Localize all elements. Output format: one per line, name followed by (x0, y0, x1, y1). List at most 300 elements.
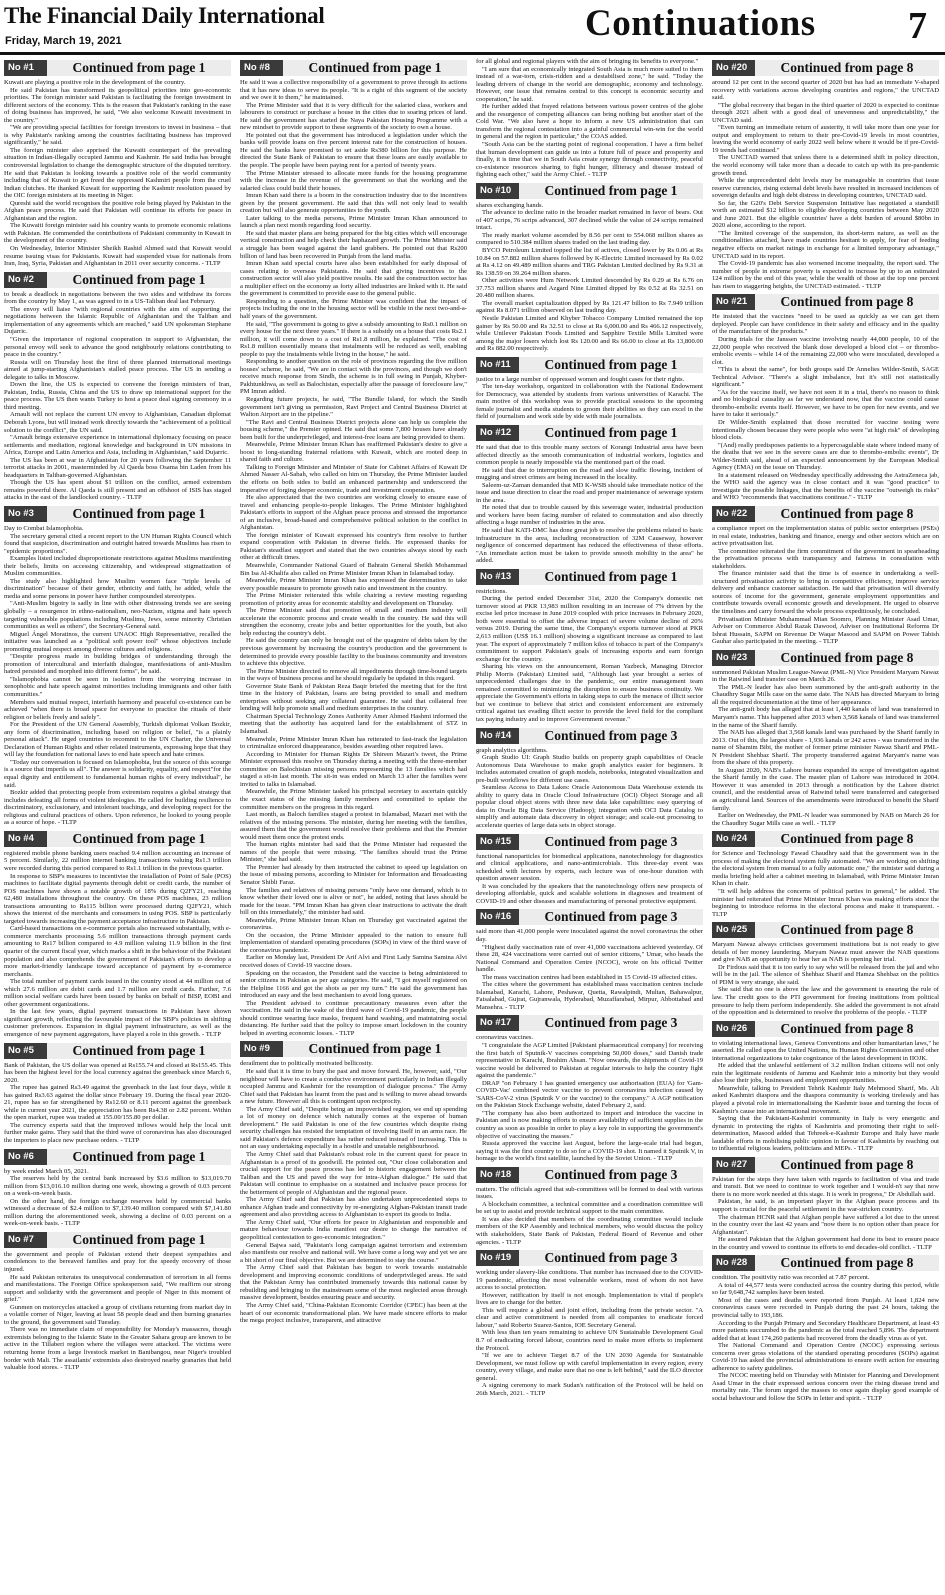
article-paragraph: The Prime Minister directed to remove all impediments through time-bound targets in the ways of business process and he should regularly be updated in this regard. (240, 667, 467, 683)
article-paragraph: Speaking on the occasion, the President said the vaccine is being administered to senior citizens in Pakistan as per age categories. He said, "I got myself registered on the Helpline 1166 and got the shots as per my turn." He said the government has introduced an easy and the best mechanism to avoid long queues. (240, 969, 467, 1000)
article-body (4, 850, 231, 1039)
article-paragraph: Governor State Bank of Pakistan Reza Baqir briefed the meeting that for the first time in the history of Pakistan, loans are being provided to small and medium enterprises without seeking any collateral guarantee. He said that collateral free lending will help promote small and medium enterprises in the country. (240, 682, 467, 713)
continued-from-heading: Continued from page 1 (519, 569, 703, 585)
article-paragraph: He further added that frayed relations between various power centres of the globe and the resurgence of competing alliances can bring nothing but another start of the Cold War. "We also have a hope to inform a new US administration that can transform the regional contestation into a gainful commercial win-win for the world in general and the region in particular," the COAS added. (476, 103, 703, 141)
article-paragraph: The Army Chief said that Pakistan has begun to work towards sustainable development and improving economic conditions of underprivileged areas. He said that the Pakistan Army has contributed immensely towards this national cause by rebuilding and bringing to the mainstream some of the most neglected areas through massive development, besides ensuring peace and security. (240, 1264, 467, 1302)
article-paragraph: He said that due to interruption on the road and slow traffic flowing, incident of mugging and street crimes are being increased in the locality. (476, 466, 703, 482)
article-paragraph: Privatisation Minister Muhammad Mian Soomro, Planning Minister Asad Umar, Adviser on Commerce Abdul Razak Dawood, Adviser on Institutional Reforms Dr Ishrat Hussain, SAPM on Revenue Dr Waqar Masood and SAPM on Power Tabish Gauhar also participated in the meeting. - TLTP (712, 615, 939, 646)
article-paragraph: matters. The officials agreed that sub-committees will be formed to deal with various issues. (476, 1185, 703, 1201)
article-paragraph: He insisted that the vaccines "need to be used as quickly as we can get them deployed. People can have confidence in their safety and efficacy and in the quality of the manufacture of the products." (712, 313, 939, 336)
continued-from-heading: Continued from page 8 (755, 650, 939, 666)
article-paragraph: Bozkir added that protecting people from extremism requires a global strategy that includes defeating all forms of violent ideologies. He called for building resilience to discriminatory, exclusionary, and intolerant teachings, and developing respect for the religious and cultural practices of others. Upon reference, he looked to young people as a source of hope. - TLTP (4, 789, 231, 827)
article-paragraph: Meanwhile, Prime Minister Imran Khan has reaffirmed Pakistan's desire to give a boost to long-standing fraternal relations with Kuwait, which are rooted deep in shared faith and culture. (240, 441, 467, 464)
article-number-label: No #17 (476, 1015, 519, 1031)
article-paragraph: Regarding future projects, he said, "The Bundle Island, for which the Sindh government isn't giving us permission, Ravi Project and Central Business District at Walton Airport are in the pipeline." (240, 395, 467, 419)
article-header (712, 294, 939, 310)
article-paragraph: The committee reiterated the firm commitment of the government in spearheading the privatisation process with transparency and fairness in consultation with stakeholders. (712, 547, 939, 570)
article-number-label: No #3 (4, 506, 47, 522)
continued-article (712, 831, 939, 918)
article-paragraph: The currency experts said that the improved inflows would help the local unit further make gains. They said that the third wave of coronavirus has also discouraged the importers to place new purchase orders. - TLTP (4, 1121, 231, 1144)
article-body (476, 1186, 703, 1246)
article-paragraph: to break a deadlock in negotiations between the two sides and withdraw its forces from the country by May 1, as was agreed to in a US-Taliban deal last February. (4, 290, 231, 306)
article-paragraph: Saleem-uz-Zaman demanded that MD K-WSB should take immediate notice of the issue and issue direction to clear the road and proper maintenance of sewerage system in the area. (476, 481, 703, 504)
article-paragraph: Graph Studio UI: Graph Studio builds on property graph capabilities of Oracle Autonomous Data Warehouse to make graph analytics easier for beginners. It includes automated creation of graph models, notebooks, integrated visualization and pre-built workflows for different use cases. (476, 754, 703, 784)
article-paragraph: "Despite progress made in building bridges of understanding through the promotion of intercultural and interfaith dialogue, manifestations of anti-Muslim hatred persisted and morphed into different forms", he said. (4, 653, 231, 676)
article-paragraph: Bank of Pakistan, the US dollar was opened at Rs155.74 and closed at Rs155.45. This has been the highest level for the local currency against the greenback since March 6, 2020. (4, 1061, 231, 1084)
article-paragraph: Dr Firdous said that it is too early to say who will be released from the jail and who will be in the jail. The silence of Shehbaz Sharif and Hamza Shehbaz on the politics of PDM is very strange, she said. (712, 963, 939, 986)
article-number-label: No #9 (240, 1041, 283, 1057)
article-paragraph: Seamless Access to Data Lakes: Oracle Autonomous Data Warehouse extends its ability to query data in Oracle Cloud Infrastructure (OCI) Object Storage and all popular cloud object stores with three new data lake capabilities: easy querying of data in Oracle Big Data Service (Hadoop); integration with OCI Data Catalog to simplify and automate data discovery in object storage; and scale-out processing to accelerate queries of large data sets in object storage. (476, 784, 703, 830)
article-paragraph: He said that KATI-DMC has done great job to resolve the problems related to basic infrastructure in the area, including reconstruction of 32M Causeway, however negligence of concerned department has reduced the effectiveness of these efforts. "An immediate action must be taken to provide smooth mobility in the area" he added. (476, 526, 703, 565)
article-header (476, 909, 703, 925)
article-paragraph: He said Pakistan has transformed its geopolitical priorities into geo-economic priorities. The foreign minister said Pakistan is facilitating the foreign investment in different sectors of the economy. This is the reason that Pakistan's ranking in the ease of doing business has improved, he said, "We also welcome Kuwaiti investment in the country." (4, 86, 231, 124)
article-paragraph: "Anti-Muslim bigotry is sadly in line with other distressing trends we are seeing globally – a resurgence in ethno-nationalism, neo-Nazism, stigma and hate speech targeting vulnerable populations including Muslims, Jews, some minority Christian communities as well as others", the Secretary-General said. (4, 600, 231, 631)
article-header (4, 1149, 231, 1165)
article-paragraph: Meanwhile, Commander National Guard of Bahrain General Sheikh Mohammad Bin Isa Al-Khalifa also called on Prime Minister Imran Khan in Islamabad today. (240, 562, 467, 577)
continued-from-heading: Continued from page 8 (755, 1255, 939, 1271)
article-paragraph: The NAB has alleged that 3,568 kanals land was purchased by the Sharif family in 2013. Out of this, the largest share - 1,936 kanals or 242 acres - was transferred in the name of Shamim Bibi, the mother of former prime minister Nawaz Sharif and PML-N President Shehbaz Sharif. The property transferred against Maryam's name was from the share of this property. (712, 729, 939, 767)
article-body (240, 79, 467, 1037)
article-paragraph: Earlier on Wednesday, the PML-N leader was summoned by NAB on March 26 for the Chaudhry Sugar Mills case as well. - TLTP (712, 812, 939, 827)
article-paragraph: Most of the cases and deaths were reported from Punjab. At least 1,824 new coronavirus cases were recorded in Punjab during the past 24 hours, taking the provincial tally to 193,186. (712, 1296, 939, 1320)
continued-from-heading: Continued from page 1 (519, 357, 703, 373)
continued-from-heading: Continued from page 8 (755, 922, 939, 938)
article-number-label: No #6 (4, 1149, 47, 1165)
article-paragraph: restrictions. (476, 587, 507, 595)
continued-from-heading: Continued from page 1 (47, 1149, 231, 1165)
article-paragraph: The chairman HCNR said that Afghan people have suffered a lot due to the unrest in the country over the last 42 years and "now there is no option other than peace for Afghanistan". (712, 1213, 939, 1236)
article-paragraph: The National Command and Operation Centre (NCOC) expressing serious concerns over gross violations of the standard operating procedures (SOPs) against Covid-19 has asked the provincial administrations to ensure swift action for ensuring adherence to safety guidelines. (712, 1342, 939, 1372)
article-paragraph: He noted that due to trouble caused by this sewerage water, industrial production and workers have been facing number of related to commutation and also directly affecting a huge number of industries in the area. (476, 504, 703, 527)
article-number-label: No #18 (476, 1167, 519, 1183)
article-paragraph: He said, "The government is going to give a subsidy amounting to Rs0.1 million on every house for the next three years." If there is a subsidy on a house that costs Rs2.1 million, it will come down to a cost of Rs1.8 million, he explained. "The cost of Rs1.8 million essentially means that instalments will be reduced as well, enabling people to pay the instalments while living in the house," he said. (240, 320, 467, 358)
article-number-label: No #12 (476, 425, 519, 441)
article-paragraph: It was concluded by the speakers that the nanotechnology offers new prospects of developing affordable, quick and scalable solutions in diagnoses and treatment of COVID-19 and other diseases and manufacturing of personal protective equipment. (476, 882, 703, 905)
continued-from-heading: Continued from page 8 (755, 506, 939, 522)
continued-from-heading: Continued from page 3 (519, 1015, 703, 1031)
article-paragraph: "I am sure that an economically integrated South Asia is much more suited to them instead of a war-torn, crisis-ridden and a destabilised zone," he said. "Today the leading drivers of change in the world are demographic, economy and technology. However, one issue that remains central to this concept is economic security and cooperation," he said. (476, 65, 703, 103)
article-paragraph: Card-based transactions on e-commerce portals also increased substantially, with e-commerce merchants processing 5.6 million transactions through payment cards amounting to Rs17 billion compared to 4.9 million valuing 11.9 billion in the first quarter of the current fiscal year, which marks a shift in the behaviour of the Pakistani population and also comprehends the government of Pakistan's efforts to develop a more market-friendly landscape toward acceptance of payment by e-commerce merchants. (4, 925, 231, 978)
article-number-label: No #1 (4, 60, 47, 76)
continued-article (4, 1232, 231, 1372)
article-paragraph: Kuwait are playing a positive role in the development of the country. (4, 79, 186, 86)
article-header (712, 1021, 939, 1037)
continued-article (4, 272, 231, 502)
article-paragraph: Other activities were Hum Network Limited descended by Rs 0.29 at Rs 6.76 on 37.753 million shares and Azgard Nine Limited dipped by Rs 0.52 at Rs 32.51 on 20.480 million shares. (476, 277, 703, 300)
article-body (476, 58, 703, 179)
article-paragraph: Dr Wilder-Smith explained that those recruited for vaccine testing were intentionally chosen because they were people who were "at high risk" of developing blood clots. (712, 418, 939, 442)
article-number-label: No #24 (712, 831, 755, 847)
article-paragraph: Though the US has spent about $1 trillion on the conflict, armed extremism remains powerful there. Al Qaeda is still present and an offshoot of ISIS has staged attacks in the east of the landlocked country. - TLTP (4, 479, 231, 502)
article-paragraph: condition. The positivity ratio was recorded at 7.87 percent. (712, 1274, 870, 1282)
article-paragraph: Meanwhile, Prime Minister Imran Khan has expressed the determination to take every possible measure to promote growth ratio and investment in the country. (240, 577, 467, 592)
article-paragraph: Meanwhile, Prime Minister Imran Khan has reiterated to fast-track the legislation to criminalize enforced disappearance, besides awarding other required laws. (240, 735, 467, 751)
continued-article (476, 909, 703, 1011)
article-paragraph: This will require a global and joint effort, including from the private sector. "A clear and active commitment is needed from all companies to eradicate forced labour," said Roberto Suarez-Santos, IOE Secretary General. (476, 1306, 703, 1329)
article-paragraph: Chairman Special Technology Zones Authority Amer Ahmed Hashmi informed the meeting that the authority has acquired land for the establishment of STZ in Islamabad. (240, 712, 467, 736)
article-paragraph: "The global recovery that began in the third quarter of 2020 is expected to continue through 2021 albeit with a good deal of unevenness and unpredictability," the UNCTAD said. (712, 101, 939, 124)
article-header (712, 1255, 939, 1271)
article-body (712, 669, 939, 827)
continued-from-heading: Continued from page 3 (519, 1167, 703, 1183)
article-paragraph: In response to SBP's measures to incentivise the installation of Point of Sale (POS) machines to facilitate digital payments through debit or credit cards, the number of POS machines have shown a notable growth of 18% during Q2FY21, reaching 62,480 installations throughout the country. On these POS machines, 23 million transactions amounting to Rs115 billion were processed during Q2FY21, which shows the interest of the merchants and consumers in using POS. SBP is particularly targeted towards increasing the payment acceptance infrastructure in Pakistan. (4, 872, 231, 925)
article-body (4, 525, 231, 827)
article-body (4, 1062, 231, 1145)
article-paragraph: He said that it is time to bury the past and move forward. He, however, said, "Our neighbour will have to create a conducive environment particularly in Indian illegally occupied Jammu and Kashmir for the resumption of dialogue process." The Army Chief said that Pakistan has learnt from the past and is willing to move ahead towards a new future. However all this is contingent upon reciprocity. (240, 1068, 467, 1106)
article-paragraph: The rupee has gained Rs3.49 against the greenback in the last four days, while it has gained Rs3.63 against the dollar since February 19. During the fiscal year 2020-21, rupee has so far strengthened by Rs12.60 or 8.11 percent against the greenback while in current year 2021, the appreciation has been Rs4.38 or 2.82 percent. Within the open market, rupee was traded at 155.00/155.80 per dollar. (4, 1084, 231, 1122)
article-paragraph: He assured Pakistan that the Afghan government had done its best to ensure peace in the country and vowed to continue its efforts to end decades-old conflict. - TLTP (712, 1236, 939, 1251)
article-body (4, 79, 231, 268)
article-body (712, 850, 939, 918)
article-paragraph: He said the country can only be brought out of the quagmire of debts taken by the previous government by increasing the country's production and the government is determined to provide every possible facility to the business community and investors to achieve this objective. (240, 637, 467, 668)
article-paragraph: While the unprecedented debt levels may be manageable in countries that issue reserve currencies, rising external debt levels have resulted in increased incidences of sovereign defaults and high debt distress in developing countries, UNCTAD said. (712, 177, 939, 200)
article-header (476, 1167, 703, 1183)
article-body (712, 941, 939, 1016)
article-paragraph: It was also decided that members of the coordinating committee would include members of the KP Assembly and technical members, who would discuss the policy with stakeholders, State Bank of Pakistan, Federal Board of Revenue and other agencies. - TLTP (476, 1215, 703, 1246)
continued-from-heading: Continued from page 1 (519, 425, 703, 441)
continued-article (4, 1043, 231, 1145)
article-paragraph: He pointed out that the government has introduced a legislation under which the banks will provide loans on five percent interest rate for the construction of houses. He said the banks have promised to set aside Rs380 billion for this purpose. He directed the State Bank of Pakistan to ensure that these loans are easily available to the people. The people have been paying rent for a period of twenty years. (240, 131, 467, 170)
article-body (712, 1274, 939, 1402)
article-paragraph: Russia approved the vaccine last August, before the large-scale trial had begun, saying it was the first country to do so for a COVID-19 shot. It named it Sputnik V, in homage to the world's first satellite, launched by the Soviet Union. - TLTP (476, 1140, 703, 1163)
article-paragraph: There was no immediate claim of responsibility for Monday's massacres, though extremists belonging to the Islamic State in the Greater Sahara group are known to be active in the Tillaberi region where the villages were attacked. The victims were returning home from a large livestock market in Banibangou, near Niger's troubled border with Mali. The assailants' extremists also destroyed nearby granaries that held valuable food stores. - TLTP (4, 1326, 231, 1372)
continued-article (712, 294, 939, 502)
continued-from-heading: Continued from page 8 (755, 1157, 939, 1173)
article-paragraph: The anti-graft body has alleged that at least 1,440 kanals of land was transferred in Maryam's name. This happened after 2013 when 3,568 kanals of land was transferred in the name of the Sharif family. (712, 706, 939, 729)
continued-from-heading: Continued from page 3 (519, 728, 703, 744)
continued-article (712, 922, 939, 1016)
continued-article (476, 834, 703, 906)
article-paragraph: "Islamophobia cannot be seen in isolation from the worrying increase in xenophobic and hate speech against minorities including immigrants and other faith communities." (4, 675, 231, 699)
continued-from-heading: Continued from page 3 (519, 834, 703, 850)
article-paragraph: "Highest daily vaccination rate of over 41,000 vaccinations achieved yesterday. Of these 28, 424 vaccinations were carried out of senior citizens," Umar, who heads the National Command and Operation Centre (NCOC), wrote on his official Twitter handle. (476, 943, 703, 974)
continued-from-heading: Continued from page 8 (755, 294, 939, 310)
article-paragraph: The Kuwaiti foreign minister said his country wants to promote economic relations with Pakistan. He commended the contributions of Pakistani community in Kuwait in the development of the country. (4, 222, 231, 245)
continued-from-heading: Continued from page 8 (755, 831, 939, 847)
continued-from-heading: Continued from page 1 (47, 1043, 231, 1059)
article-body (476, 376, 703, 421)
continued-article (476, 728, 703, 830)
article-paragraph: The total number of payment cards issued in the country stood at 44 million out of which 27.6 million are debit cards and 1.7 million are credit cards. Further, 7.6 million social welfare cards have been issued by banks on behalf of BISP, EOBI and other government organizations. (4, 978, 231, 1008)
article-paragraph: He added that the unlawful settlement of 3.2 million Indian citizens will not only ruin the legitimate residents of Jammu and Kashmir into a minority but they would also lose their jobs, businesses and employment opportunities. (712, 1062, 939, 1085)
continued-article (712, 650, 939, 827)
article-body (712, 1040, 939, 1153)
article-paragraph: "Even turning an immediate return of austerity, it will take more than one year for output and employment to return to their pre-Covid-19 levels in most countries, leaving the world economy of early 2022 well below where it would be if pre-Covid-19 trends had continued." (712, 124, 939, 154)
article-number-label: No #28 (712, 1255, 755, 1271)
article-paragraph: In the last few years, digital payment transactions in Pakistan have shown significant growth, reflecting the favourable impact of the SBP's policies in shifting customer preferences. Expansion in digital payment infrastructure, as well as the emergence of new payment aggregators, have played a role in this growth. - TLTP (4, 1008, 231, 1038)
article-paragraph: coronavirus vaccines. (476, 1034, 534, 1042)
article-number-label: No #14 (476, 728, 519, 744)
continued-from-heading: Continued from page 8 (755, 60, 939, 76)
article-paragraph: He said Pakistan reiterates its unequivocal condemnation of terrorism in all forms and manifestations. The Foreign Office spokesperson said, "We reaffirm our strong support and solidarity with the government and people of Niger in this moment of grief." (4, 1273, 231, 1304)
continued-article (476, 58, 703, 179)
article-paragraph: registered mobile phone banking users reached 9.4 million accounting an increase of 5 percent. Similarly, 22 million internet banking transactions valuing Rs1.3 trillion were recorded during this period compared to Rs1.1 trillion in the previous quarter. (4, 849, 231, 872)
article-paragraph: around 12 per cent in the second quarter of 2020 but has had an immediate V-shaped recovery with variations across developing countries and regions," the UNCTAD said. (712, 79, 939, 102)
article-paragraph: The foreign minister also apprised the Kuwaiti counterpart of the prevailing situation in Indian-illegally occupied Jammu and Kashmir. He said India has brought controversial legislation to change the demographic structure of the disputed territory. He said that Pakistan is looking towards a positive role of the world community including that of Kuwait to get freed the oppressed Kashmiri people from the cruel Indian clutches. He thanked Kuwait for supporting the Kashmir resolution passed by the OIC foreign ministers at its meeting in Niger. (4, 146, 231, 200)
article-paragraph: to violating international laws, Geneva Conventions and other humanitarian laws," he asserted. He called upon the United Nations, its Human Rights Commission and other international organizations to take cognizance of the latest development in IIOJK. (712, 1039, 939, 1062)
article-paragraph: The overall market capitalization dipped by Rs 121.47 billion to Rs 7.949 trillion against Rs 8.071 trillion observed on last trading day. (476, 299, 703, 315)
article-paragraph: "South Asia can be the starting point of regional cooperation. I have a firm belief that human development can guide us into a future full of peace and prosperity and finally, it is time that we in South Asia create synergy through connectivity, peaceful co-existence resources sharing to fight hunger, illiteracy and disease instead of fighting each other," said the Army Chief. - TLTP (476, 141, 703, 179)
continued-article (4, 506, 231, 827)
article-number-label: No #23 (712, 650, 755, 666)
article-paragraph: "I congratulate the AGP Limited [Pakistani pharmaceutical company] for receiving the first batch of Sputnik-V vaccines comprising 50,000 doses," said Danish trade representative in Karachi, Ibrahim Ahsan. "Now onwards, the shipments of Covid-19 vaccine would be delivered to Pakistan at regular intervals to help the country fight against the pandemic." (476, 1041, 703, 1080)
article-paragraph: Arnault will not replace the current UN envoy to Afghanistan, Canadian diplomat Deborah Lyons, but will instead work directly towards the "achievement of a political solution to the conflict", the UN said. (4, 411, 231, 434)
article-paragraph: During the period ended December 31st, 2020 the Company's domestic net turnover stood at PKR 13,983 million resulting in an increase of 7% driven by the excise led price increase in June 2019 coupled with price increases in February 2020, both were essential to offset the adverse impact of severe volume decline of 20% versus 2019. During the same time, the Company's exports turnover stood at PKR 2,613 million (US$ 16.1 million) showing a significant increase as compared to last year. The export of approximately 7 million kilos of tobacco is part of the Company's commitment to support Pakistan's goals of increasing exports and earn foreign exchange for the country. (476, 595, 703, 663)
article-body (476, 202, 703, 353)
article-paragraph: The President advised to continue precautionary measures even after the vaccination. He said in the wake of the third wave of Covid-19 pandemic, the people should continue wearing face masks, frequent hand washing, and maintaining social distancing. He further said that the policy to impose smart lockdown in the country helped in averting economic losses. - TLTP (240, 999, 467, 1037)
article-paragraph: the government and people of Pakistan extend their deepest sympathies and condolences to the bereaved families and pray for the speedy recovery of those injured. (4, 1250, 231, 1274)
article-body (712, 525, 939, 646)
article-paragraph: Last month, as Baloch families staged a protest in Islamabad, Mazari met with the relatives of the missing persons. The minister, during her meeting with the families, assured them that the government would resolve their problems and that the Premier would meet them once the protest ends. (240, 811, 467, 841)
article-paragraph: On the other hand, the foreign exchange reserves held by commercial banks witnessed a decrease of $2.4 million to $7,139.40 million compared with $7,141.80 million during the aforementioned week, showing a decline of 0.03 percent on a week-on-week basis. - TLTP (4, 1197, 231, 1228)
continued-from-heading: Continued from page 1 (283, 1041, 467, 1057)
article-paragraph: With less than ten years remaining to achieve UN Sustainable Development Goal 8.7 of eradicating forced labour, countries need to make more efforts to implement the Protocol. (476, 1329, 703, 1352)
article-paragraph: In a statement released on Wednesday specifically addressing the AstraZeneca jab, the WHO said the agency was in close contact and it was "good practice" to investigate the possible linkages, that the benefits of the vaccine "outweigh its risks" and WHO "recommends that vaccinations continue." - TLTP (712, 471, 939, 502)
continued-article (712, 506, 939, 646)
continued-article (476, 569, 703, 724)
continued-article (240, 1041, 467, 1324)
article-paragraph: He said it was a collective responsibility of a government to prove through its actions that it has new ideas to serve its people. "It is a right of this segment of the society and we owe it to them," he maintained. (240, 79, 467, 102)
article-paragraph: The Prime Minister reiterated this while chairing a review meeting regarding promotion of priority areas for economic stability and development on Thursday. (240, 592, 467, 607)
article-paragraph: So far, the G20's Debt Service Suspension Initiative has negotiated a standstill worth an estimated $12 billion to eligible developing countries between May 2020 and June 2021. But the eligible countries' have a debt burden of around $80bn in 2020 alone, according to the report. (712, 199, 939, 230)
article-paragraph: Meanwhile, talking to President Tehrik Kashmir Italy Mehmood Sharif, Ms. Ali asked Kashmiri diaspora and the diaspora community is working tirelessly and has played a pivotal role in internationalising the Kashmir issue and turning the focus of Kashmir's cause into an international movement. (712, 1084, 939, 1115)
article-paragraph: Gunmen on motorcycles attacked a group of civilians returning from market day in a volatile corner of Niger, leaving at least 58 people dead and then burning granaries to the ground, the government said Tuesday. (4, 1303, 231, 1326)
article-body (4, 1168, 231, 1228)
article-header (476, 1250, 703, 1266)
article-paragraph: The NCOC meeting held on Thursday with Minister for Planning and Development Asad Umar in the chair expressed serious concern over the rising disease trend and mortality rate. The forum urged the masses to once again display good example of social behaviour and follow the SOPs in letter and spirit. - TLTP (712, 1372, 939, 1403)
article-paragraph: On the occasion, the Prime Minister appealed to the nation to ensure full implementation of standard operating procedures (SOPs) in view of the third wave of the coronavirus pandemic. (240, 931, 467, 954)
article-paragraph: A blockchain committee, a technical committee and a coordination committee will be set up to assist and provide technical support to the main committee. (476, 1200, 703, 1216)
article-paragraph: "The Ravi and Central Business District projects alone can help us complete the housing scheme," the Premier opined. He said that some 7,800 houses have already been built for the underprivileged, and interest-free loans are being provided to them. (240, 418, 467, 441)
continued-article (712, 1255, 939, 1402)
article-body (476, 928, 703, 1011)
newspaper-name: The Financial Daily International (4, 3, 325, 28)
article-paragraph: General Bajwa said, "Pakistan's long campaign against terrorism and extremism also manifests our resolve and national will. We have come a long way and yet we are a bit short of our final objective. But we are determined to stay the course." (240, 1241, 467, 1264)
article-paragraph: The families and relatives of missing persons "only have one demand, which is to know whether their loved one is alive or not", he added, noting that laws should be made for the issue. "PM Imran Khan has given clear instructions to activate the draft bill on this immediately," the minister had said. (240, 886, 467, 917)
article-paragraph: He also appreciated that the two countries are working closely to ensure ease of travel and enhancing people-to-people linkages. The Prime Minister highlighted Pakistan's efforts in support of the Afghan peace process and stressed the importance of an inclusive, broad-based and comprehensive political solution to the conflict in Afghanistan. (240, 494, 467, 532)
article-body (476, 1034, 703, 1162)
article-paragraph: Down the line, the US is expected to convene the foreign ministers of Iran, Pakistan, India, Russia, China and the US to draw up international support for the peace process. The US then wants Turkey to host a peace deal signing ceremony in a third meeting. (4, 381, 231, 411)
article-paragraph: Talking to Foreign Minister and Minister of State for Cabinet Affairs of Kuwait Dr Ahmed Nasser Al-Sabah, who called on him on Thursday, the Prime Minister lauded the efforts on both sides to build an enhanced partnership and underscored the imperative of forging deeper economic, trade and investment cooperation. (240, 463, 467, 494)
article-paragraph: functional nanoparticles for biomedical applications, nanotechnology for diagnostics and clinical applications, and nano-antimicrobials. This three-day event was scheduled with lectures by experts, each lecture was of one-hour duration with question answer session. (476, 852, 703, 883)
article-paragraph: Imran Khan said special courts have also been established for early disposal of cases relating to overseas Pakistanis. He said that giving incentives to the construction sector will also yield positive results. He said the construction sector has a multiplier effect on the economy as forty allied industries are linked with it. He said the government is committed to provide ease to the general public. (240, 260, 467, 298)
article-paragraph: by week ended March 05, 2021. (4, 1167, 89, 1175)
continued-article (4, 831, 231, 1039)
article-paragraph: said more than 41,000 people were inoculated against the novel coronavirus the other day. (476, 928, 703, 943)
article-header (712, 506, 939, 522)
article-body (476, 588, 703, 724)
article-paragraph: "(And) really predisposes patients to a hypercoagulable state where indeed many of the deaths that we see in the severe cases are due to thrombo-embolic events", Dr Wilder-Smith said, ahead of an expected announcement by the European Medical Agency (EMA) on the issue on Thursday. (712, 441, 939, 472)
article-paragraph: The UNCTAD warned that unless there is a determined shift in policy direction, the world economy will take more than a decade to catch up with its pre-pandemic growth trend. (712, 154, 939, 177)
article-paragraph: The human rights minister had said that the Prime Minister had requested the names of the people that were missing. "The families should trust the Prime Minister," she had said. (240, 841, 467, 864)
article-paragraph: The Army Chief said, "China-Pakistan Economic Corridor (CPEC) has been at the heart of our economic transformational plan. We have made sincere efforts to make the mega project inclusive, transparent, and attractive (240, 1301, 467, 1325)
article-paragraph: The ten-day workshop, organized in collaboration with the National Endowment for Democracy, was attended by students from various universities of Karachi. The main motive of this workshop was to provide practical sessions to the upcoming female journalist and media students to groom their abilities so they can excel in the field of journalism and work side by side with male journalists. (476, 383, 703, 421)
article-paragraph: "Given the importance of regional cooperation in support to Afghanistan, the personal envoy will seek to advance the good neighbourly relations contributing to peace in the country." (4, 335, 231, 359)
article-header (4, 1043, 231, 1059)
article-body (476, 747, 703, 830)
article-paragraph: The Premier had already by then instructed the cabinet to speed up legislation on the issue of missing persons, according to Minister for Information and Broadcasting Senator Shibli Faraz. (240, 863, 467, 886)
article-header (712, 922, 939, 938)
article-paragraph: In August 2020, NAB's Lahore bureau expanded its scope of investigation against the Sharif family in the case. The master plan of Lahore was introduced in 2004. However it was amended in 2013 through a notification by the Lahore district council, and the residential areas of Raiwind tehsil were transferred and categorised as agricultural land. Sources of the amendments were introduced to benefit the Sharif family. (712, 766, 939, 812)
column-2 (240, 58, 467, 1592)
continued-article (476, 183, 703, 353)
article-paragraph: On Wednesday, Interior Minister Sheikh Rashid Ahmed said that Kuwait would resume issuing visas for Pakistanis. Kuwait had suspended visas for nationals from Iran, Iraq, Syria, Pakistan and Afghanistan in 2011 over security concerns. - TLTP (4, 245, 231, 268)
article-paragraph: BYCO Petroleum Limited topped the list of actives, closed lower by Rs 0.06 at Rs 10.84 on 57.882 million shares followed by K-Electric Limited increased by Rs 0.02 at Rs 4.12 on 49.489 million shares and TRG Pakistan Limited declined by Rs 9.31 at Rs 138.59 on 39.264 million shares. (476, 247, 703, 277)
article-paragraph: The Prime Minister said that promotion of small and medium industry will accelerate the economic process and create wealth in the country. He said this will strengthen the economy, create jobs and better opportunities for the youth, but also help reducing the country's debt. (240, 607, 467, 637)
article-paragraph: A total of 44,577 tests were conducted across the country during this period, while so far 9,648,742 samples have been tested. (712, 1281, 939, 1297)
article-body (476, 444, 703, 565)
continued-article (476, 1250, 703, 1397)
continued-from-heading: Continued from page 1 (47, 506, 231, 522)
article-paragraph: Pakistan, he said, is an important player in the Afghan peace process and its support is crucial for the peaceful settlement in the war-stricken country. (712, 1198, 939, 1213)
article-body (476, 853, 703, 906)
column-1 (4, 58, 231, 1592)
continued-article (712, 60, 939, 290)
continued-article (4, 60, 231, 268)
continued-article (476, 1167, 703, 1246)
article-paragraph: Meanwhile, the Prime Minister tasked his principal secretary to ascertain quickly the exact status of the missing family members and committed to update the committee members on the progress in this regard. (240, 788, 467, 811)
article-number-label: No #13 (476, 569, 519, 585)
article-paragraph: A signing ceremony to mark Sudan's ratification of the Protocol will be held on 26th March, 2021. - TLTP (476, 1382, 703, 1397)
article-number-label: No #7 (4, 1232, 47, 1248)
article-body (712, 313, 939, 502)
article-paragraph: "Arnault brings extensive experience in international diplomacy focusing on peace settlements and mediation, regional knowledge and background in UN missions in Africa, Europe and Latin America and Asia, including in Afghanistan," said Dujarric. (4, 434, 231, 457)
article-body (240, 1060, 467, 1324)
article-body (4, 1251, 231, 1372)
article-number-label: No #10 (476, 183, 519, 199)
article-paragraph: "If we are to achieve Target 8.7 of the UN 2030 Agenda for Sustainable Development, we must follow up with careful implementation in every region, every country, every village, and make sure that no one is left behind," said the ILO director general. (476, 1352, 703, 1382)
article-paragraph: The US has been at war in Afghanistan for 20 years following the September 11 terrorist attacks in 2001, masterminded by Al Qaeda boss Osama bin Laden from his headquarters in Taliban-governed Afghanistan. (4, 456, 231, 479)
article-body (712, 1176, 939, 1251)
article-paragraph: shares exchanging hands. (476, 201, 544, 209)
continued-from-heading: Continued from page 1 (47, 60, 231, 76)
article-paragraph: Sharing his views on the announcement, Roman Yazbeck, Managing Director Philip Morris (Pakistan) Limited said, "Although last year brought a series of unprecedented challenges due to the pandemic, our entire management team remained committed to minimizing the disruption to ensure business continuity. We appreciate the Government's efforts in taking steps to curb the menace of illicit sector but we continue to believe that strict and consistent enforcement are extremely critical against tax evading illicit sector to provide the level field for the compliant tax paying industry and to improve Government revenue." (476, 663, 703, 724)
article-number-label: No #21 (712, 294, 755, 310)
article-number-label: No #26 (712, 1021, 755, 1037)
article-paragraph: The Prime Minister said that it is very difficult for the salaried class, workers and labourers to construct or purchase a house in the cities due to soaring prices of land. He said the government has started the Naya Pakistan Housing Programme with a new mindset to provide support to these segments of the society to own a house. (240, 101, 467, 132)
article-paragraph: "As for the vaccine itself, we have not seen it in a trial, there's no reason to think and no biological causality as far we understand now, that the vaccine could cause thrombo-embolic events itself. However, we have to be open for new events, and we have to take it seriously." (712, 388, 939, 419)
article-header (240, 60, 467, 76)
article-number-label: No #5 (4, 1043, 47, 1059)
article-paragraph: Examples listed included disproportionate restrictions against Muslims manifesting their beliefs, limits on accessing citizenship, and widespread stigmatization of Muslim communities. (4, 555, 231, 578)
article-paragraph: Later talking to the media persons, Prime Minister Imran Khan announced to launch a plan next month regarding food security. (240, 214, 467, 230)
article-paragraph: Members said mutual respect, interfaith harmony and peaceful co-existence can be achieved "when there is broad space for everyone to practice the rituals of their religion or beliefs freely and safely". (4, 698, 231, 721)
article-header (4, 831, 231, 847)
article-number-label: No #15 (476, 834, 519, 850)
continued-article (4, 1149, 231, 1228)
article-paragraph: "The limited coverage of the suspension, its short-term nature, as well as the conditionalities attached, have made countries hesitant to apply, for fear of feeding negative effects on market ratings in exchange for a limited temporary advantage," UNCTAD said in its report. (712, 229, 939, 260)
article-paragraph: Imran Khan said there is a boom in the construction industry due to the incentives given by the present government. He said that this will not only lead to wealth creation but will also generate opportunities to the youth. (240, 192, 467, 215)
article-paragraph: Russia will on Thursday host the first of three planned international meetings aimed at jump-starting Afghanistan's stalled peace process. The US in sending a delegate to talks in Moscow. (4, 358, 231, 381)
article-paragraph: He said that due to this trouble many sectors of Korangi Industrial area have been affected directly as the smooth communication of industrial workers, logistics and common people is nearly impossible via the mentioned part of the road. (476, 443, 703, 467)
article-paragraph: a compliance report on the implementation status of public sector enterprises (PSEs) in real estate, industries, banking and finance, energy and other sectors which are on active privatisation list. (712, 524, 939, 548)
article-body (712, 79, 939, 290)
article-number-label: No #19 (476, 1250, 519, 1266)
article-paragraph: The Covid-19 pandemic has also worsened income inequality, the report said. The number of people in extreme poverty is expected to increase by up to an estimated 124 million by the end of this year, while the wealth of those at the top one percent has risen to staggering heights, the UNCTAD estimated. - TLTP (712, 260, 939, 290)
article-header (476, 834, 703, 850)
continued-from-heading: Continued from page 8 (755, 1021, 939, 1037)
article-paragraph: working under slavery-like conditions. That number has increased due to the COVID-19 pandemic, affecting the most vulnerable workers, most of whom do not have access to social protection. (476, 1269, 703, 1292)
article-header (4, 506, 231, 522)
continued-article (476, 357, 703, 421)
article-number-label: No #25 (712, 922, 755, 938)
article-number-label: No #22 (712, 506, 755, 522)
continued-article (712, 1021, 939, 1153)
article-paragraph: She said that no one is above the law and the government is ensuring the rule of law. The credit goes to the PTI government for freeing institutions from political pressure to help them perform independently. She added the government is not afraid of the opposition and is determined to resolve the problems of the people. - TLTP (712, 986, 939, 1017)
article-header (476, 425, 703, 441)
article-header (4, 60, 231, 76)
article-paragraph: The study also highlighted how Muslim women face "triple levels of discrimination" because of their gender, ethnicity and faith, he added, while the media and some persons in power have further compounded stereotypes. (4, 577, 231, 600)
article-paragraph: However, ratification by itself is not enough. Implementation is vital if people's lives are to change for the better. (476, 1291, 703, 1307)
article-paragraph: The reserves held by the central bank increased by $3.6 million to $13,019.70 million from $13,016.10 million during one week, showing a growth of 0.03 percent on a week-on-week basis. (4, 1175, 231, 1198)
article-paragraph: According to Minister for Human Rights Dr Shireen Mazari's tweet, the Prime Minister expressed this resolve on Thursday during a meeting with the three-member committee on Balochistan missing persons representing the 13 families which had staged a sit-in last month. The sit-in was ended on March 13 after the families were invited to talks in Islamabad. (240, 750, 467, 788)
article-paragraph: Nestle Pakistan Limited and Khyber Tobacco Company Limited remained the top gainer by Rs 50.00 and Rs 32.51 to close at Rs 6,000.00 and Rs 466.12 respectively, while Unilever Pakistan Foods Limited and Sapphire Textile Mills Limited were among the major losers which lost Rs 120.00 and Rs 66.00 to close at Rs 13,800.00 and Rs 882.00 respectively. (476, 314, 703, 353)
article-paragraph: The Army Chief said that Pakistan's robust role in the current quest for peace in Afghanistan is a proof of its goodwill. He pointed out, "Our close collaboration and crucial support for the peace process has led to historic engagement between the Taliban and the US and paved the way for intra-Afghan dialogue." He said that Pakistan will continue to emphasise on a sustained and inclusive peace process for the betterment of people of Afghanistan and the regional peace. (240, 1151, 467, 1196)
continued-from-heading: Continued from page 3 (519, 909, 703, 925)
continued-article (712, 1157, 939, 1251)
article-number-label: No #4 (4, 831, 47, 847)
article-paragraph: Maryam Nawaz always criticises government institutions but is not ready to give details of her money laundering. Maryam Nawaz must answer the NAB questions and give NAB an opportunity to hear her as NAB is opening her trial. (712, 941, 939, 964)
article-paragraph: The cities where the government has established mass vaccination centres include Islamabad, Karachi, Lahore, Peshawar, Quetta, Rawalpindi, Multan, Bahawalpur, Faisalabad, Gujrat, Gujranwala, Hyderabad, Muzaffarabad, Mirpur, Abbottabad and Mansehra. - TLTP (476, 981, 703, 1011)
article-paragraph: The Army Chief said, "Despite being an impoverished region, we end up spending a lot of money on defence which naturally comes at the expense of human development." He said Pakistan is one of the few countries which despite rising security challenges has resisted the temptation of involving itself in an arms race. He said Pakistan's defence expenditure has rather reduced instead of increasing. This is not an easy undertaking especially in a hostile and unstable neighbourhood. (240, 1105, 467, 1151)
article-header (4, 1232, 231, 1248)
article-paragraph: The advance to decline ratio in the broader market remained in favor of bears. Out of 407 scrips, 76 scrips advanced, 307 declined while the value of 24 scrips remained intact. (476, 209, 703, 232)
article-paragraph: The foreign minister of Kuwait expressed his country's firm resolve to further expand cooperation with Pakistan in diverse fields. He expressed thanks for Pakistan's steadfast support and stated that the two countries always stood by each other at difficult times. (240, 531, 467, 562)
article-paragraph: The ready market volume ascended by 8.56 per cent to 554.068 million shares as compared to 510.384 million shares traded on the last trading day. (476, 231, 703, 247)
article-header (476, 569, 703, 585)
article-number-label: No #20 (712, 60, 755, 76)
article-number-label: No #16 (476, 909, 519, 925)
article-paragraph: The finance minister said that the time is of essence in undertaking a well-structured privatisation activity to bring in competitive efficiency, improve service delivery and enhance customer satisfaction. He said that privatisation will diversify sources of income for the government, generate employment opportunities and contribute towards overall economic growth and development. He urged to observe the timelines and carry forward the whole process expeditiously, he concluded. (712, 570, 939, 615)
article-header (712, 831, 939, 847)
article-paragraph: "The company has also been authorized to import and introduce the vaccine in Pakistan and is now making efforts to ensure availability of sufficient supplies in the country as soon as possible in order to play a key role in supporting the government's objective of vaccinating the masses." (476, 1109, 703, 1140)
article-header (476, 357, 703, 373)
continued-article (240, 60, 467, 1037)
article-header (240, 1041, 467, 1057)
article-number-label: No #27 (712, 1157, 755, 1173)
article-paragraph: According to the Punjab Primary and Secondary Healthcare Department, at least 43 more patients succumbed to the pandemic as the total reached 5,896. The department added that at least 174,260 patients had recovered from the deadly virus as of yet. (712, 1319, 939, 1342)
continued-from-heading: Continued from page 1 (47, 272, 231, 288)
article-paragraph: Saying that the Pakistani-Kashmiri community in Italy is very energetic and dynamic in protecting the rights of Kashmiris and promoting their right to self-determination, Masood added that Tehreek-e-Kashmir Europe and Italy have made laudable efforts in mobilising public opinion in favour of Kashmiris by reaching out to influential religious leaders, politicians and MEPs. - TLTP (712, 1115, 939, 1153)
article-paragraph: for all global and regional players with the aim of bringing its benefits to everyone." (476, 58, 699, 65)
article-body (4, 291, 231, 502)
continued-from-heading: Continued from page 1 (519, 183, 703, 199)
article-paragraph: For the President of the UN General Assembly, Turkish diplomat Volkan Bozkir, any form of discrimination, including based on religion or belief, "is a plainly personal attack". He urged countries to recommit to the UN Charter, the Universal Declaration of Human Rights and other related instruments, expressing hope that they will lay the foundation for national laws to end hate speech and hate crimes. (4, 721, 231, 759)
article-body (476, 1269, 703, 1397)
masthead (0, 0, 945, 55)
article-paragraph: Earlier on Monday last, President Dr Arif Alvi and First Lady Samina Samina Alvi received doses of Covid-19 vaccine doses. (240, 954, 467, 969)
article-paragraph: The Army Chief said that Pakistan has also undertaken unprecedented steps to enhance Afghan trade and connectivity by re-energizing Afghan-Pakistan transit trade agreement and also providing access to Afghanistan to export its goods to India. (240, 1196, 467, 1219)
article-header (712, 650, 939, 666)
article-paragraph: Meanwhile, Prime Minister Imran Khan on Thursday got vaccinated against the coronavirus. (240, 916, 467, 932)
page-number: 7 (908, 5, 927, 47)
article-number-label: No #11 (476, 357, 519, 373)
article-header (4, 272, 231, 288)
article-header (712, 1157, 939, 1173)
continued-from-heading: Continued from page 1 (47, 1232, 231, 1248)
article-header (476, 728, 703, 744)
article-paragraph: The envoy will liaise "with regional countries with the aim of supporting the negotiations between the Islamic Republic of Afghanistan and the Taliban and implementation of any agreements which are reached," said UN spokesman Stephane Dujarric. (4, 305, 231, 336)
article-paragraph: He said that master plans are being prepared for the big cities which will encourage vertical construction and help check their haphazard growth. The Prime Minister said a struggle has been waged against the land grabbers. He pointed out that Rs200 billion of land has been recovered in Punjab from the land mafia. (240, 229, 467, 260)
continued-from-heading: Continued from page 1 (283, 60, 467, 76)
article-paragraph: Pakistan for the steps they have taken with regards to facilitation of visa and trade and transit. But we need to continue to work together and I would-n't say that now there is no more work needed at this stage. It is work in progress," Dr Abdullah said. (712, 1175, 939, 1198)
article-paragraph: "We are providing special facilities for foreign investors to invest in business – that is why Pakistan's ranking among the countries facilitating business has improved significantly," he said. (4, 124, 231, 147)
column-4 (712, 58, 939, 1592)
continued-from-heading: Continued from page 3 (519, 1250, 703, 1266)
continued-article (476, 425, 703, 565)
article-paragraph: Day to Combat Islamophobia. (4, 524, 84, 532)
article-header (476, 183, 703, 199)
